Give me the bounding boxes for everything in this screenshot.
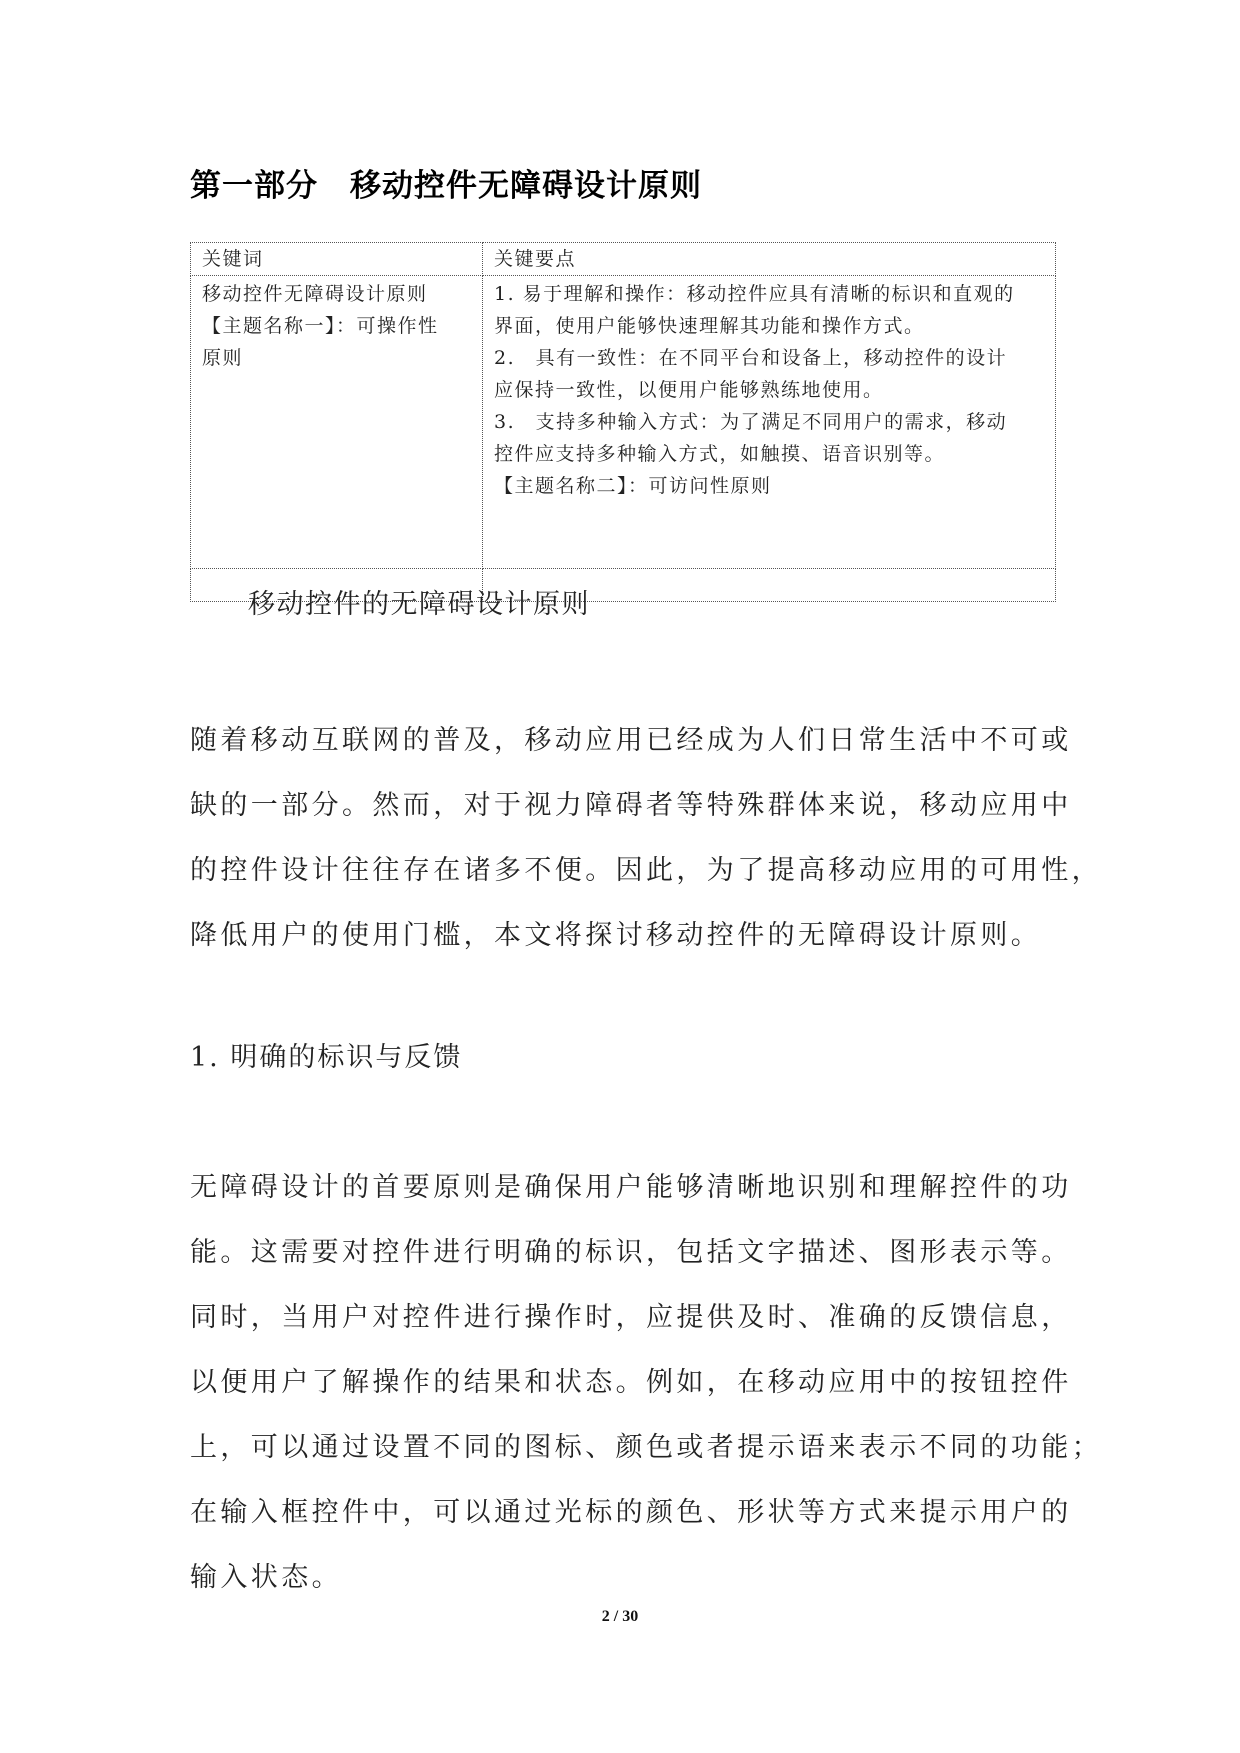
point-line: 界面，使用户能够快速理解其功能和操作方式。 xyxy=(494,315,925,337)
keyword-cell xyxy=(191,276,483,569)
keyword-line: 移动控件无障碍设计原则 xyxy=(202,283,428,305)
paragraph-line: 的控件设计往往存在诸多不便。因此，为了提高移动应用的可用性， xyxy=(190,855,1102,886)
paragraph-line: 降低用户的使用门槛，本文将探讨移动控件的无障碍设计原则。 xyxy=(190,920,1042,951)
page-number: 2 / 30 xyxy=(601,1608,639,1625)
point-line: 1. 易于理解和操作：移动控件应具有清晰的标识和直观的 xyxy=(494,283,1015,305)
point-line: 【主题名称二】：可访问性原则 xyxy=(494,475,772,497)
paragraph-line: 同时，当用户对控件进行操作时，应提供及时、准确的反馈信息， xyxy=(190,1302,1072,1333)
section-heading: 1. 明确的标识与反馈 xyxy=(190,1042,463,1073)
paragraph-line: 缺的一部分。然而，对于视力障碍者等特殊群体来说，移动应用中 xyxy=(190,790,1072,821)
table-header-row xyxy=(191,243,1056,276)
table-caption: 移动控件的无障碍设计原则 xyxy=(248,589,590,620)
point-line: 应保持一致性，以便用户能够熟练地使用。 xyxy=(494,379,884,401)
paragraph-line: 无障碍设计的首要原则是确保用户能够清晰地识别和理解控件的功 xyxy=(190,1172,1072,1203)
points-cell xyxy=(483,276,1056,569)
table-row xyxy=(191,276,1056,569)
paragraph-line: 以便用户了解操作的结果和状态。例如，在移动应用中的按钮控件 xyxy=(190,1367,1072,1398)
paragraph-line: 能。这需要对控件进行明确的标识，包括文字描述、图形表示等。 xyxy=(190,1237,1072,1268)
intro-paragraph xyxy=(190,708,1102,968)
page-title: 第一部分 移动控件无障碍设计原则 xyxy=(190,168,702,204)
header-points: 关键要点 xyxy=(483,243,1056,276)
paragraph-line: 上，可以通过设置不同的图标、颜色或者提示语来表示不同的功能； xyxy=(190,1432,1102,1463)
point-line: 3. 支持多种输入方式：为了满足不同用户的需求，移动 xyxy=(494,411,1008,433)
paragraph-line: 随着移动互联网的普及，移动应用已经成为人们日常生活中不可或 xyxy=(190,725,1072,756)
section1-paragraph xyxy=(190,1155,1102,1610)
paragraph-line: 输入状态。 xyxy=(190,1562,342,1593)
header-keyword: 关键词 xyxy=(191,243,483,276)
keyword-table xyxy=(190,242,1056,602)
point-line: 2. 具有一致性：在不同平台和设备上，移动控件的设计 xyxy=(494,347,1008,369)
point-line: 控件应支持多种输入方式，如触摸、语音识别等。 xyxy=(494,443,946,465)
keyword-line: 【主题名称一】：可操作性 xyxy=(202,315,439,337)
keyword-line: 原则 xyxy=(202,347,244,369)
paragraph-line: 在输入框控件中，可以通过光标的颜色、形状等方式来提示用户的 xyxy=(190,1497,1072,1528)
